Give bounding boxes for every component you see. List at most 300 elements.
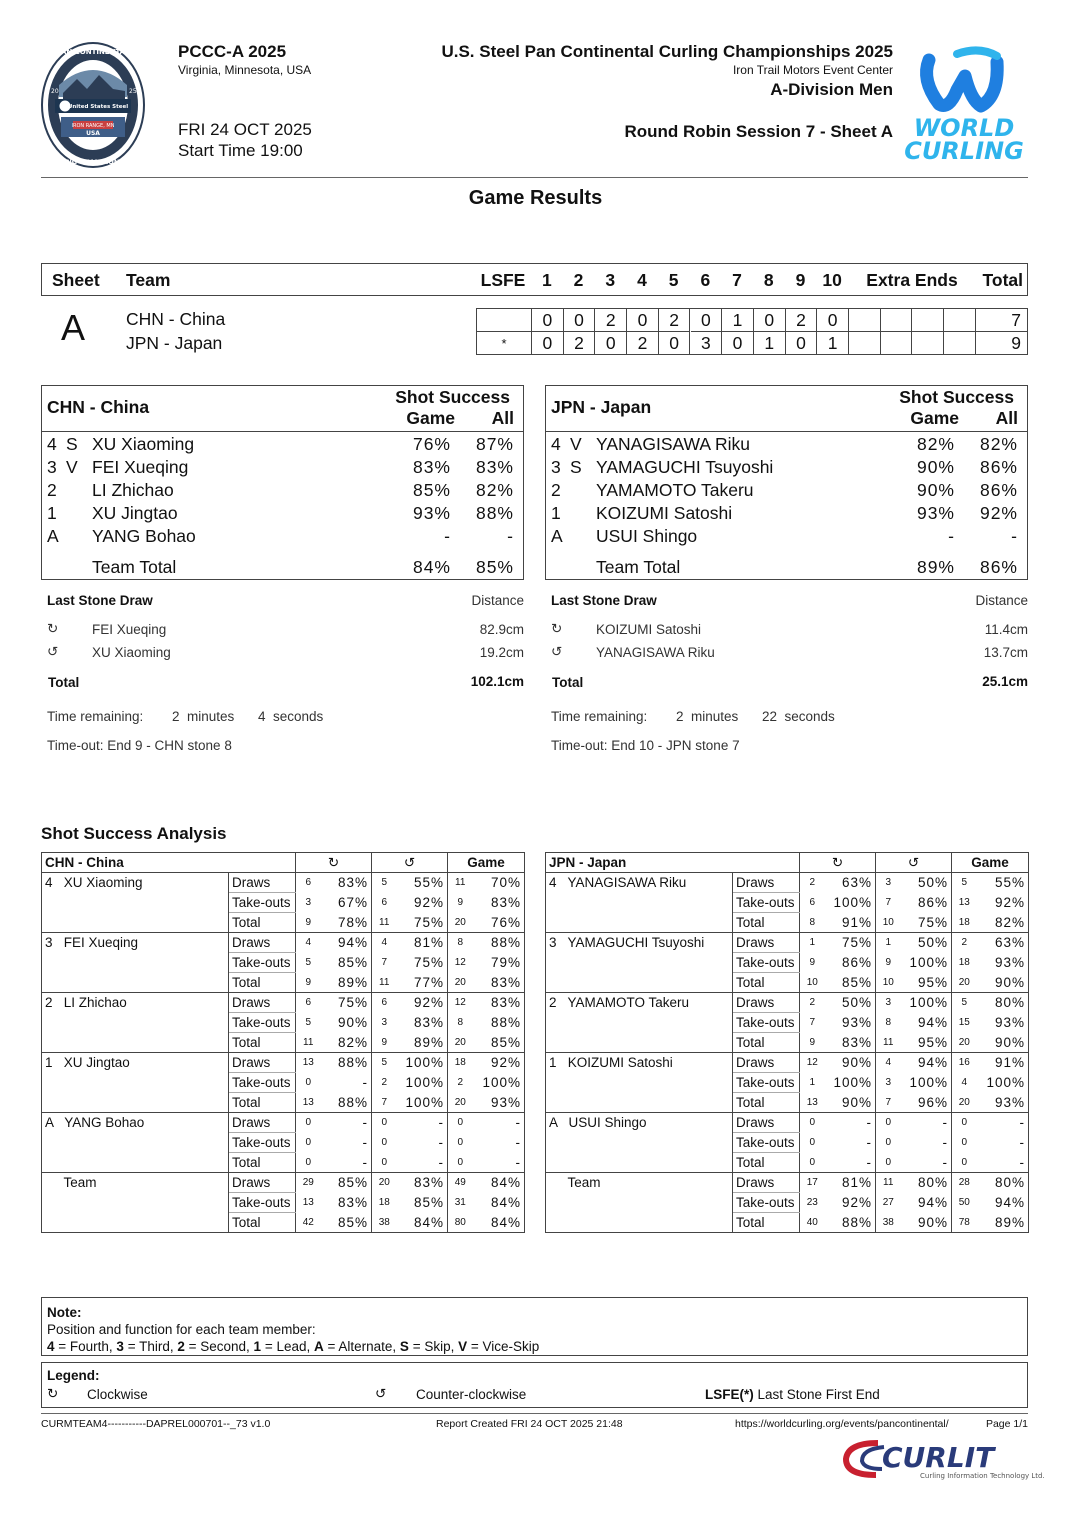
shot-pct: 75% — [825, 933, 876, 953]
analysis-table-jpn — [545, 852, 1028, 1233]
shot-pct: 80% — [994, 995, 1025, 1011]
shot-pct: 83% — [490, 895, 521, 910]
venue: Iron Trail Motors Event Center — [732, 63, 893, 77]
logo-country: USA — [86, 130, 100, 137]
legend-clockwise-label: Clockwise — [87, 1387, 148, 1402]
scoreboard — [41, 263, 1028, 358]
analysis-table — [545, 852, 1029, 1233]
end-score-cell: 1 — [817, 332, 849, 355]
shot-type-label: Draws — [229, 933, 296, 953]
game-label: Game — [910, 408, 959, 428]
shot-count: 7 — [381, 1096, 388, 1108]
shot-pct: 92% — [825, 1193, 876, 1213]
logo-year-right: 25 — [129, 88, 137, 95]
shot-count: 4 — [305, 937, 312, 949]
extra-end-cell — [849, 332, 881, 355]
player-position: A — [551, 526, 563, 546]
shot-count: 0 — [305, 1137, 312, 1148]
all-label: All — [995, 408, 1018, 428]
shot-count: 11 — [379, 916, 390, 928]
legend-clockwise-icon: ↻ — [47, 1386, 59, 1401]
shot-pct: - — [515, 1115, 521, 1131]
lsd-player-name: KOIZUMI Satoshi — [596, 622, 702, 637]
shot-type-label: Take-outs — [733, 1133, 800, 1153]
shot-pct: 100% — [825, 1073, 876, 1093]
shot-count: 0 — [809, 1156, 816, 1168]
shot-pct: 90% — [825, 1093, 876, 1113]
analysis-row — [42, 1173, 525, 1193]
shot-count: 0 — [961, 1156, 968, 1168]
shot-count: 38 — [882, 1216, 894, 1228]
player-name: XU Xiaoming — [92, 434, 195, 454]
shot-pct: 88% — [490, 935, 521, 951]
shot-count: 3 — [885, 877, 892, 889]
shot-pct: 100% — [397, 1073, 448, 1093]
shot-count: 2 — [381, 1077, 388, 1088]
shot-count: 1 — [885, 937, 892, 949]
analysis-table — [41, 852, 525, 1233]
shot-count: 27 — [882, 1197, 894, 1208]
extra-end-cell — [912, 309, 944, 332]
shot-pct: 84% — [490, 1214, 521, 1230]
clockwise-icon: ↻ — [551, 621, 563, 636]
player-all-pct: 88% — [475, 503, 514, 523]
shot-count: 1 — [809, 937, 816, 949]
shot-count: 3 — [305, 897, 312, 908]
clockwise-icon: ↻ — [800, 853, 876, 873]
shot-type-label: Total — [229, 1153, 296, 1173]
counter-clockwise-icon: ↺ — [551, 644, 563, 659]
time-remaining-seconds: 4 seconds — [258, 709, 324, 724]
shot-pct: - — [825, 1153, 876, 1173]
shot-pct: 96% — [901, 1093, 952, 1113]
shot-pct: 100% — [825, 893, 876, 913]
shot-pct: 92% — [397, 993, 448, 1013]
note-line2 — [47, 1338, 1022, 1355]
player-game-pct: 76% — [412, 434, 451, 454]
player-position: 4 — [47, 434, 57, 454]
end-score-cell: 0 — [722, 332, 754, 355]
lsd-player-name: XU Xiaoming — [92, 645, 171, 660]
footer-code: CURMTEAM4-----------DAPREL000701--_73 v1.0 — [41, 1418, 271, 1430]
shot-type-label: Take-outs — [733, 1013, 800, 1033]
analysis-row — [42, 1113, 525, 1133]
analysis-player-name: 3 YAMAGUCHI Tsuyoshi — [546, 933, 733, 993]
extra-end-cell — [881, 309, 913, 332]
shot-pct: 85% — [397, 1193, 448, 1213]
lsd-title: Last Stone Draw — [551, 593, 657, 608]
player-role: S — [570, 457, 582, 477]
lsd-distance: 19.2cm — [479, 645, 524, 660]
shot-count: 9 — [305, 916, 312, 928]
shot-count: 12 — [454, 997, 466, 1009]
shot-pct: 86% — [901, 893, 952, 913]
shot-pct: 89% — [321, 973, 372, 993]
footer-url[interactable]: https://worldcurling.org/events/pancontinental/ — [735, 1418, 949, 1430]
player-game-pct: 93% — [412, 503, 451, 523]
shot-count: 10 — [806, 976, 818, 988]
player-position: 3 — [551, 457, 561, 477]
lsd-title: Last Stone Draw — [47, 593, 153, 608]
legend-title: Legend: — [47, 1368, 100, 1383]
shot-pct: 94% — [901, 1053, 952, 1073]
shot-pct: 91% — [825, 913, 876, 933]
lsd-distance: 82.9cm — [479, 622, 524, 637]
shot-count: 0 — [885, 1156, 892, 1168]
logo-top-text: PAN CONTINENTAL — [56, 48, 130, 56]
shot-count: 1 — [809, 1077, 816, 1088]
shot-type-label: Draws — [733, 933, 800, 953]
shot-count: 13 — [806, 1096, 818, 1108]
player-position: 1 — [551, 503, 561, 523]
shot-count: 6 — [305, 877, 312, 889]
analysis-player-name: 2 YAMAMOTO Takeru — [546, 993, 733, 1053]
analysis-title: Shot Success Analysis — [41, 824, 227, 843]
shot-count: 0 — [305, 1077, 312, 1088]
shot-pct: 89% — [994, 1214, 1025, 1230]
shot-count: 9 — [809, 957, 816, 968]
shot-pct: 67% — [321, 893, 372, 913]
footer-created: Report Created FRI 24 OCT 2025 21:48 — [436, 1418, 623, 1430]
shot-success-label: Shot Success — [395, 387, 510, 407]
shot-pct: 84% — [490, 1175, 521, 1191]
note-box — [41, 1297, 1028, 1356]
curlit-logo — [840, 1437, 1045, 1481]
shot-pct: - — [901, 1153, 952, 1173]
end-header-4: 4 — [637, 270, 647, 290]
shot-count: 8 — [809, 916, 816, 928]
timeout-info: Time-out: End 10 - JPN stone 7 — [551, 738, 740, 753]
shot-type-label: Draws — [229, 993, 296, 1013]
shot-pct: 91% — [994, 1055, 1025, 1071]
shot-type-label: Draws — [733, 993, 800, 1013]
shot-count: 5 — [381, 1057, 388, 1069]
note-line1: Position and function for each team member: — [47, 1322, 316, 1337]
shot-pct: 100% — [397, 1053, 448, 1073]
shot-pct: 93% — [994, 1015, 1025, 1030]
note-text: = Lead, — [261, 1339, 314, 1354]
shot-pct: 50% — [825, 993, 876, 1013]
shot-type-label: Draws — [733, 1113, 800, 1133]
end-score-cell: 2 — [627, 332, 659, 355]
shot-type-label: Take-outs — [733, 1193, 800, 1213]
shot-type-label: Take-outs — [229, 953, 296, 973]
footer-page: Page 1/1 — [985, 1418, 1028, 1430]
shot-pct: 93% — [994, 1094, 1025, 1110]
shot-type-label: Draws — [229, 873, 296, 893]
shot-type-label: Take-outs — [229, 1133, 296, 1153]
clockwise-icon: ↻ — [47, 621, 59, 636]
shot-count: 18 — [958, 957, 970, 968]
counter-clockwise-icon: ↺ — [47, 644, 59, 659]
player-all-pct: 86% — [979, 457, 1018, 477]
team-total-label: Team Total — [92, 557, 177, 577]
end-header-6: 6 — [700, 270, 711, 290]
note-text: = Vice-Skip — [467, 1339, 540, 1354]
player-role: S — [66, 434, 78, 454]
shot-pct: 90% — [994, 1034, 1025, 1050]
end-score-cell: 0 — [532, 332, 564, 355]
shot-pct: 90% — [901, 1213, 952, 1233]
shot-pct: 90% — [321, 1013, 372, 1033]
shot-pct: 75% — [397, 913, 448, 933]
shot-pct: - — [901, 1133, 952, 1153]
shot-type-label: Take-outs — [229, 1013, 296, 1033]
end-header-2: 2 — [573, 270, 584, 290]
lsfe-cell: * — [477, 332, 532, 355]
shot-pct: 50% — [901, 933, 952, 953]
team-name: CHN - China — [47, 397, 150, 417]
shot-pct: 90% — [994, 974, 1025, 990]
note-key: 4 — [47, 1339, 55, 1354]
shot-pct: 84% — [397, 1213, 448, 1233]
extra-ends-header: Extra Ends — [866, 270, 958, 290]
clockwise-icon: ↻ — [296, 853, 372, 873]
shot-pct: 100% — [901, 1073, 952, 1093]
shot-count: 11 — [379, 976, 390, 988]
end-header-9: 9 — [795, 270, 806, 290]
curlit-sub: Curling Information Technology Ltd. — [920, 1472, 1045, 1480]
shot-pct: 85% — [490, 1034, 521, 1050]
shot-pct: 88% — [490, 1015, 521, 1030]
legend-lsfe-key: LSFE(*) — [705, 1387, 754, 1402]
shot-count: 0 — [305, 1117, 312, 1129]
shot-count: 78 — [958, 1216, 970, 1228]
team-total-game: 84% — [412, 557, 451, 577]
shot-pct: 83% — [397, 1013, 448, 1033]
extra-end-cell — [944, 332, 976, 355]
shot-type-label: Draws — [229, 1173, 296, 1193]
player-name: LI Zhichao — [92, 480, 174, 500]
shot-pct: 100% — [901, 993, 952, 1013]
shot-count: 20 — [454, 1036, 466, 1048]
shot-type-label: Total — [733, 1093, 800, 1113]
shot-pct: 70% — [490, 875, 521, 891]
shot-type-label: Take-outs — [229, 1193, 296, 1213]
end-score-cell: 0 — [817, 309, 849, 332]
timeout-info: Time-out: End 9 - CHN stone 8 — [47, 738, 232, 753]
extra-end-cell — [849, 309, 881, 332]
lsd-jpn — [545, 592, 1028, 752]
logo-sponsor: United States Steel — [67, 104, 129, 110]
end-score-cell: 2 — [786, 309, 818, 332]
shot-count: 5 — [381, 877, 388, 889]
shot-count: 0 — [305, 1156, 312, 1168]
team-row-2-name: JPN - Japan — [126, 333, 223, 353]
lsd-distance-label: Distance — [471, 593, 524, 608]
end-score-cell: 0 — [627, 309, 659, 332]
shot-count: 0 — [885, 1137, 892, 1148]
logo-year-left: 20 — [51, 88, 59, 95]
logo-place: IRON RANGE, MN — [71, 123, 115, 129]
shot-pct: 92% — [994, 895, 1025, 910]
team-row-1-name: CHN - China — [126, 309, 226, 329]
shot-count: 7 — [885, 897, 892, 908]
end-score-cell: 0 — [754, 309, 786, 332]
shot-pct: 80% — [994, 1175, 1025, 1191]
analysis-team-name: CHN - China — [42, 853, 296, 873]
player-game-pct: 83% — [412, 457, 451, 477]
shot-pct: 86% — [825, 953, 876, 973]
analysis-row — [546, 1113, 1029, 1133]
shot-count: 40 — [806, 1216, 818, 1228]
shot-pct: 100% — [397, 1093, 448, 1113]
shot-count: 3 — [885, 1077, 892, 1088]
shot-pct: 95% — [901, 973, 952, 993]
end-header-5: 5 — [668, 270, 679, 290]
analysis-player-name: Team — [42, 1173, 229, 1233]
analysis-player-name: 1 KOIZUMI Satoshi — [546, 1053, 733, 1113]
player-all-pct: 83% — [475, 457, 514, 477]
player-all-pct: - — [507, 526, 514, 546]
end-score-cell: 0 — [659, 332, 691, 355]
team-summary-jpn — [545, 385, 1028, 580]
shot-pct: 83% — [490, 974, 521, 990]
shot-pct: 81% — [397, 933, 448, 953]
shot-count: 7 — [809, 1017, 816, 1028]
shot-count: 0 — [457, 1137, 464, 1148]
legend-counter-icon: ↺ — [375, 1386, 387, 1401]
shot-pct: - — [515, 1154, 521, 1170]
legend-lsfe-text: Last Stone First End — [753, 1387, 880, 1402]
end-score-cell: 1 — [722, 309, 754, 332]
analysis-player-name: 3 FEI Xueqing — [42, 933, 229, 993]
player-all-pct: 92% — [979, 503, 1018, 523]
player-all-pct: 82% — [979, 434, 1018, 454]
player-game-pct: 85% — [412, 480, 451, 500]
team-summary-chn — [41, 385, 524, 580]
player-all-pct: 86% — [979, 480, 1018, 500]
shot-pct: 93% — [825, 1013, 876, 1033]
shot-count: 6 — [381, 897, 388, 908]
shot-type-label: Draws — [229, 1053, 296, 1073]
counter-clockwise-icon: ↺ — [372, 853, 448, 873]
end-header-8: 8 — [763, 270, 774, 290]
shot-count: 13 — [302, 1096, 314, 1108]
player-role: V — [570, 434, 582, 454]
shot-pct: 83% — [825, 1033, 876, 1053]
shot-count: 10 — [882, 916, 894, 928]
shot-count: 8 — [457, 937, 464, 949]
shot-pct: 83% — [321, 1193, 372, 1213]
shot-pct: 75% — [901, 913, 952, 933]
shot-count: 31 — [454, 1197, 466, 1208]
wc-line1: WORLD — [913, 114, 1015, 142]
shot-count: 20 — [454, 976, 466, 988]
end-header-10: 10 — [822, 270, 842, 290]
shot-count: 13 — [302, 1197, 314, 1208]
analysis-row — [42, 933, 525, 953]
shot-type-label: Total — [229, 1213, 296, 1233]
shot-count: 0 — [381, 1137, 388, 1148]
analysis-player-name: Team — [546, 1173, 733, 1233]
shot-pct: 90% — [825, 1053, 876, 1073]
shot-count: 10 — [882, 976, 894, 988]
lsfe-cell — [477, 309, 532, 332]
shot-pct: 50% — [901, 873, 952, 893]
shot-count: 20 — [958, 1096, 970, 1108]
shot-type-label: Total — [733, 973, 800, 993]
lsd-total: 102.1cm — [470, 674, 524, 689]
shot-pct: - — [321, 1153, 372, 1173]
shot-count: 2 — [809, 997, 816, 1009]
analysis-player-name: 2 LI Zhichao — [42, 993, 229, 1053]
shot-count: 5 — [305, 957, 312, 968]
shot-pct: - — [825, 1133, 876, 1153]
shot-pct: 77% — [397, 973, 448, 993]
player-name: YANAGISAWA Riku — [596, 434, 750, 454]
shot-count: 20 — [454, 1096, 466, 1108]
shot-count: 15 — [958, 1017, 970, 1028]
analysis-row — [546, 933, 1029, 953]
shot-pct: 100% — [986, 1075, 1025, 1090]
shot-count: 9 — [885, 957, 892, 968]
lsd-distance-label: Distance — [975, 593, 1028, 608]
player-all-pct: 87% — [475, 434, 514, 454]
end-score-cell: 2 — [595, 309, 627, 332]
shot-pct: 85% — [825, 973, 876, 993]
shot-count: 0 — [809, 1117, 816, 1129]
total-header: Total — [982, 270, 1023, 290]
shot-count: 7 — [381, 957, 388, 968]
legend-counter-label: Counter-clockwise — [416, 1387, 527, 1402]
time-remaining-minutes: 2 minutes — [676, 709, 739, 724]
shot-count: 0 — [885, 1117, 892, 1129]
counter-clockwise-icon: ↺ — [876, 853, 952, 873]
shot-pct: 80% — [901, 1173, 952, 1193]
shot-count: 2 — [961, 937, 968, 949]
time-remaining-seconds: 22 seconds — [762, 709, 835, 724]
shot-pct: 94% — [901, 1193, 952, 1213]
shot-pct: - — [515, 1135, 521, 1150]
shot-type-label: Draws — [733, 1173, 800, 1193]
shot-pct: 83% — [321, 873, 372, 893]
legend-lsfe — [705, 1387, 880, 1402]
shot-count: 9 — [809, 1036, 816, 1048]
note-text: = Second, — [184, 1339, 254, 1354]
shot-count: 6 — [305, 997, 312, 1009]
shot-count: 5 — [961, 997, 968, 1009]
shot-count: 0 — [381, 1156, 388, 1168]
shot-type-label: Total — [733, 1033, 800, 1053]
shot-pct: 92% — [397, 893, 448, 913]
note-key: V — [458, 1339, 468, 1354]
sheet-header: Sheet — [52, 270, 100, 290]
player-position: 2 — [551, 480, 561, 500]
team-total-all: 86% — [979, 557, 1018, 577]
shot-pct: - — [901, 1113, 952, 1133]
shot-count: 9 — [457, 897, 464, 908]
player-position: A — [47, 526, 59, 546]
shot-pct: 81% — [825, 1173, 876, 1193]
shot-count: 13 — [958, 897, 970, 908]
shot-pct: 79% — [490, 955, 521, 970]
end-header-3: 3 — [605, 270, 616, 290]
player-game-pct: - — [444, 526, 451, 546]
end-header-7: 7 — [732, 270, 742, 290]
event-location: Virginia, Minnesota, USA — [178, 63, 312, 77]
analysis-row — [42, 873, 525, 893]
note-key: S — [399, 1339, 409, 1354]
team-total-cell: 7 — [976, 309, 1027, 332]
team-total-all: 85% — [475, 557, 514, 577]
shot-count: 80 — [454, 1216, 466, 1228]
game-label: Game — [406, 408, 455, 428]
analysis-player-name: 4 YANAGISAWA Riku — [546, 873, 733, 933]
shot-type-label: Total — [733, 913, 800, 933]
shot-pct: 75% — [397, 953, 448, 973]
analysis-row — [546, 873, 1029, 893]
